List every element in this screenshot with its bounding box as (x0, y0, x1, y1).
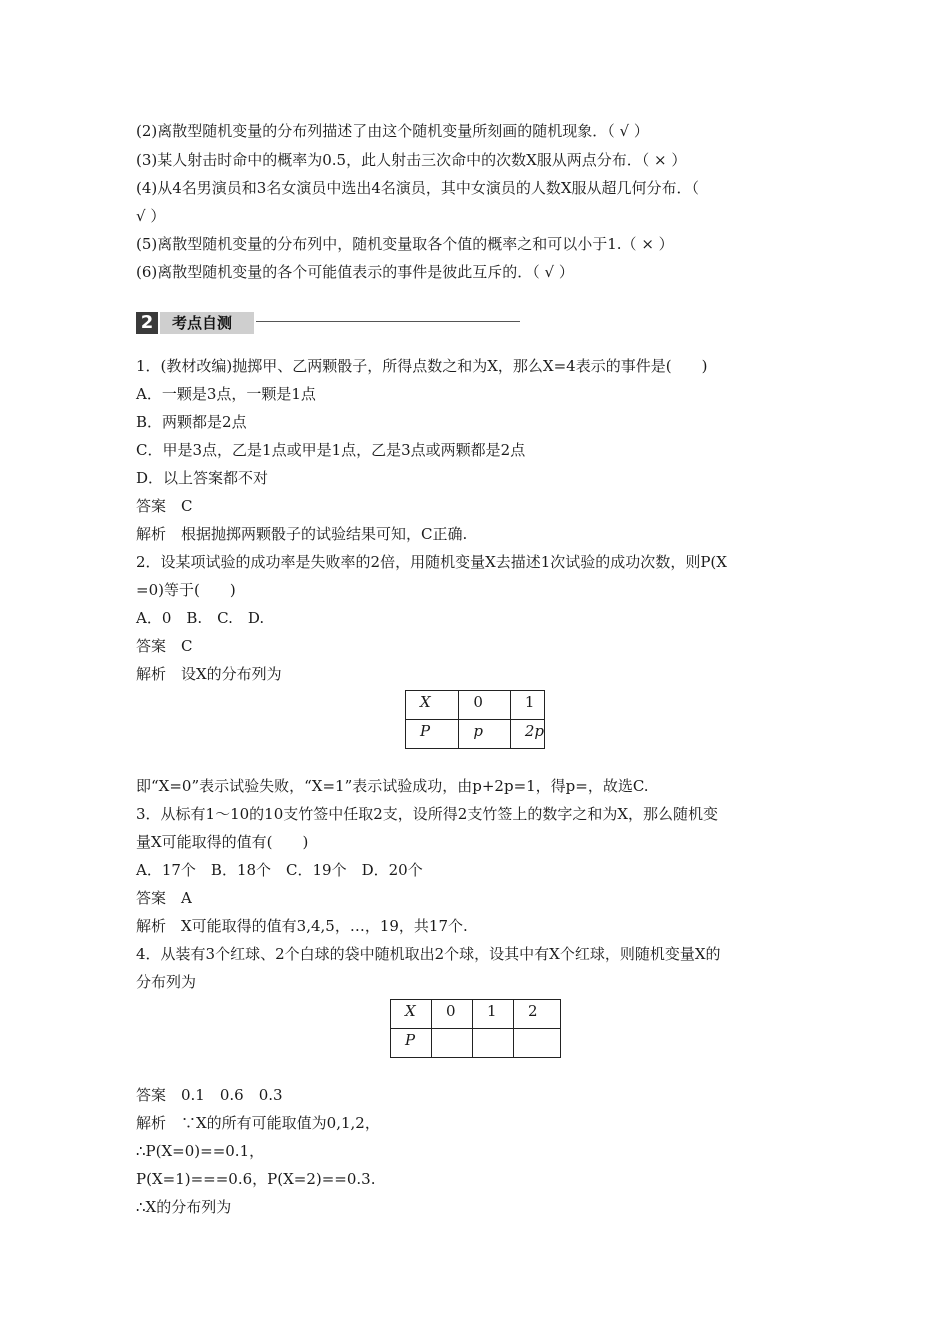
q4-distribution-intro: ∴X的分布列为 (136, 1198, 232, 1216)
table-cell: 1 (473, 1000, 514, 1029)
table-cell: 0 (432, 1000, 473, 1029)
table-cell (473, 1029, 514, 1058)
q4-p0: ∴P(X=0)==0.1， (136, 1142, 265, 1160)
table-cell: X (406, 691, 459, 720)
judgment-3: (3)某人射击时命中的概率为0.5，此人射击三次命中的次数X服从两点分布．（ × ） (136, 151, 687, 169)
table-row (391, 1000, 561, 1029)
q2-answer: 答案 C (136, 637, 193, 655)
table-cell (514, 1029, 561, 1058)
q1-option-a: A．一颗是3点，一颗是1点 (136, 385, 316, 403)
q1-option-d: D．以上答案都不对 (136, 469, 269, 487)
q3-stem-cont: 量X可能取得的值有( ) (136, 833, 309, 851)
q2-stem-cont: =0)等于( ) (136, 581, 236, 599)
q1-stem: 1．(教材改编)抛掷甲、乙两颗骰子，所得点数之和为X，那么X=4表示的事件是( ) (136, 357, 708, 375)
q2-analysis: 解析 设X的分布列为 (136, 665, 282, 683)
distribution-table-1 (405, 690, 545, 749)
judgment-2: (2)离散型随机变量的分布列描述了由这个随机变量所刻画的随机现象．（ √ ） (136, 122, 649, 140)
q2-explanation: 即“X=0”表示试验失败，“X=1”表示试验成功，由p+2p=1，得p=，故选C. (136, 777, 649, 795)
judgment-5: (5)离散型随机变量的分布列中，随机变量取各个值的概率之和可以小于1.（ × ） (136, 235, 674, 253)
table-cell: P (391, 1029, 432, 1058)
section-rule (256, 321, 520, 322)
table-cell: 0 (459, 691, 510, 720)
q2-options: A．0 B. C. D. (136, 609, 265, 627)
q4-analysis: 解析 ∵X的所有可能取值为0,1,2， (136, 1114, 380, 1132)
table-row (391, 1029, 561, 1058)
table-cell (432, 1029, 473, 1058)
judgment-4-cont: √ ） (136, 207, 166, 225)
q3-options: A．17个 B．18个 C．19个 D．20个 (136, 861, 423, 879)
q3-answer: 答案 A (136, 889, 192, 907)
section-title: 考点自测 (160, 312, 254, 334)
table-cell: P (406, 720, 459, 749)
distribution-table-2 (390, 999, 561, 1058)
q2-stem: 2．设某项试验的成功率是失败率的2倍，用随机变量X去描述1次试验的成功次数，则P(X (136, 553, 727, 571)
table-cell: 1 (510, 691, 544, 720)
judgment-4: (4)从4名男演员和3名女演员中选出4名演员，其中女演员的人数X服从超几何分布．（ (136, 179, 700, 197)
section-number: 2 (136, 312, 158, 334)
q4-answer: 答案 0.1 0.6 0.3 (136, 1086, 283, 1104)
table-cell: X (391, 1000, 432, 1029)
table-cell: 2p (510, 720, 544, 749)
q3-analysis: 解析 X可能取得的值有3,4,5，…，19，共17个. (136, 917, 468, 935)
judgment-6: (6)离散型随机变量的各个可能值表示的事件是彼此互斥的．（ √ ） (136, 263, 574, 281)
table-cell: p (459, 720, 510, 749)
q4-p1-p2: P(X=1)===0.6，P(X=2)==0.3. (136, 1170, 376, 1188)
q1-option-c: C．甲是3点，乙是1点或甲是1点，乙是3点或两颗都是2点 (136, 441, 526, 459)
table-row (406, 720, 545, 749)
table-row (406, 691, 545, 720)
q1-option-b: B．两颗都是2点 (136, 413, 247, 431)
q4-stem: 4．从装有3个红球、2个白球的袋中随机取出2个球，设其中有X个红球，则随机变量X的 (136, 945, 721, 963)
q3-stem: 3．从标有1～10的10支竹签中任取2支，设所得2支竹签上的数字之和为X，那么随机变 (136, 805, 719, 823)
q1-answer: 答案 C (136, 497, 193, 515)
table-cell: 2 (514, 1000, 561, 1029)
q4-stem-cont: 分布列为 (136, 973, 197, 991)
q1-analysis: 解析 根据抛掷两颗骰子的试验结果可知，C正确. (136, 525, 468, 543)
section-header (136, 312, 520, 334)
